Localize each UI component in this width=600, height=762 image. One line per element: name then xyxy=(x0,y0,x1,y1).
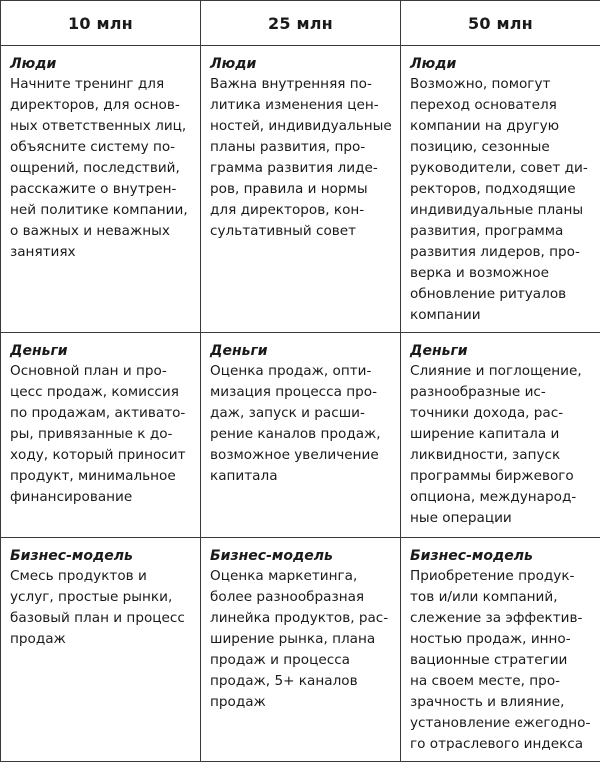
cell-text: Приобретение продук- тов и/или компаний, слежение за эффектив- ностью продаж, инно- вационные стратегии на своем месте, про- зрачность и влияние, установление ежегодно- го отраслевого индекса xyxy=(410,566,594,755)
cell-text: Начните тренинг для директоров, для основ- ных ответственных лиц, объясните систему по- ощрений, последствий, расскажите о внутрен- ней политике компании, о важных и неважных занятиях xyxy=(10,74,194,263)
cell-people-50m xyxy=(401,46,600,333)
section-title: Деньги xyxy=(10,341,194,361)
section-title: Деньги xyxy=(210,341,394,361)
cell-text: Основной план и про- цесс продаж, комиссия по продажам, активато- ры, привязанные к до- ходу, который приносит продукт, минимальное финансирование xyxy=(10,361,194,508)
cell-people-10m xyxy=(1,46,201,333)
section-title: Бизнес-модель xyxy=(210,546,394,566)
column-header-10m: 10 млн xyxy=(1,1,201,46)
section-title: Бизнес-модель xyxy=(10,546,194,566)
column-header-25m: 25 млн xyxy=(201,1,401,46)
section-title: Люди xyxy=(10,54,194,74)
section-title: Деньги xyxy=(410,341,594,361)
cell-text: Важна внутренняя по- литика изменения цен- ностей, индивидуальные планы развития, про- грамма развития лиде- ров, правила и нормы для директоров, кон- сультативный совет xyxy=(210,74,394,242)
section-title: Люди xyxy=(410,54,594,74)
cell-text: Смесь продуктов и услуг, простые рынки, базовый план и процесс продаж xyxy=(10,566,194,650)
cell-business-50m xyxy=(401,538,600,762)
cell-text: Оценка маркетинга, более разнообразная линейка продуктов, рас- ширение рынка, плана продаж и процесса продаж, 5+ каналов продаж xyxy=(210,566,394,713)
cell-money-10m xyxy=(1,333,201,538)
header-row xyxy=(1,1,600,46)
cell-text: Возможно, помогут переход основателя компании на другую позицию, сезонные руководители, совет ди- ректоров, подходящие индивидуальные планы развития, программа развития лидеров, про- верка и возможное обновление ритуалов компании xyxy=(410,74,594,326)
section-title: Бизнес-модель xyxy=(410,546,594,566)
cell-business-25m xyxy=(201,538,401,762)
column-header-50m: 50 млн xyxy=(401,1,600,46)
cell-money-25m xyxy=(201,333,401,538)
section-title: Люди xyxy=(210,54,394,74)
cell-text: Оценка продаж, опти- мизация процесса про- даж, запуск и расши- рение каналов продаж, возможное увеличение капитала xyxy=(210,361,394,487)
row-money xyxy=(1,333,600,538)
row-people xyxy=(1,46,600,333)
row-business-model xyxy=(1,538,600,762)
cell-text: Слияние и поглощение, разнообразные ис- точники дохода, рас- ширение капитала и ликвидности, запуск программы биржевого опциона, международ- ные операции xyxy=(410,361,594,529)
cell-money-50m xyxy=(401,333,600,538)
cell-people-25m xyxy=(201,46,401,333)
cell-business-10m xyxy=(1,538,201,762)
